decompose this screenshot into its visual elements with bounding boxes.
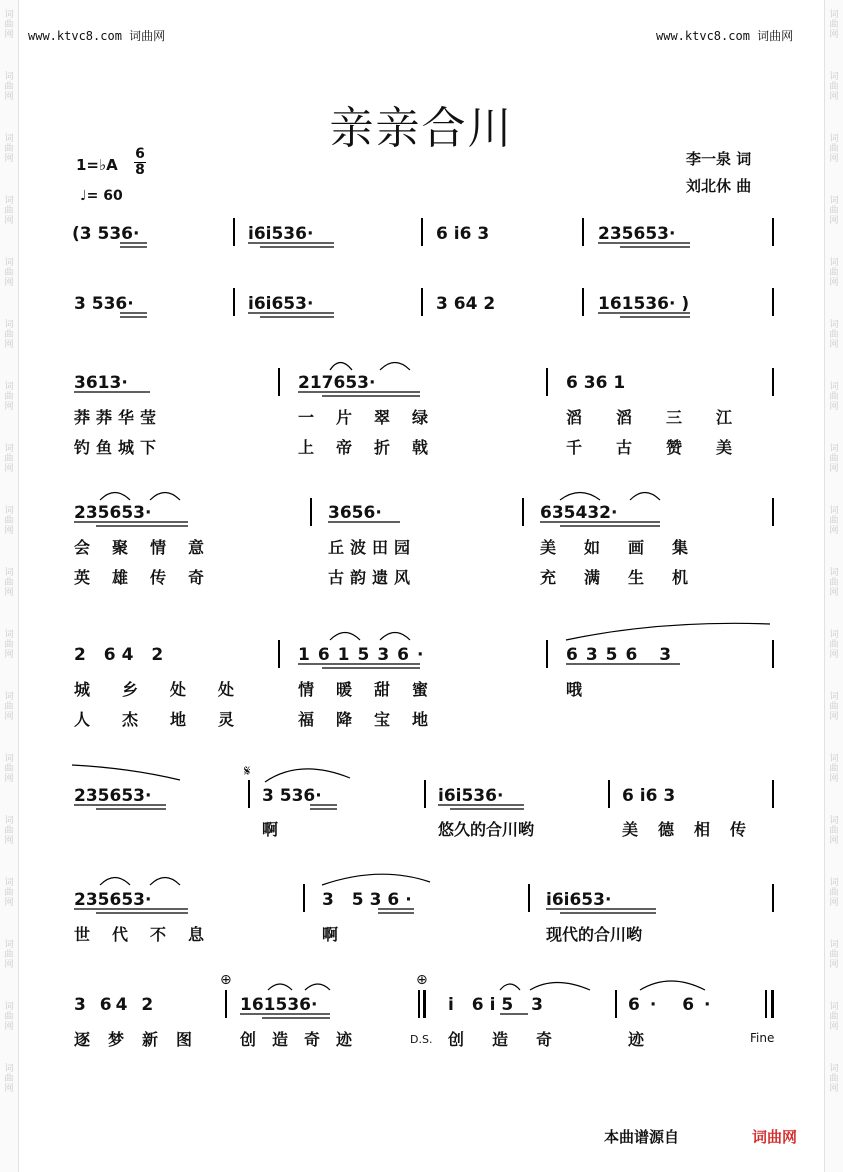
lyric: 美德相传 xyxy=(622,820,767,839)
measure: 235653· xyxy=(74,786,152,806)
watermark-text: 词 曲 网 xyxy=(4,382,14,412)
watermark-text: 词 曲 网 xyxy=(4,506,14,536)
measure: i 6i5 3 xyxy=(448,995,549,1015)
watermark-text: 词 曲 网 xyxy=(829,1002,839,1032)
ds-marking: D.S. xyxy=(410,1033,433,1046)
watermark-text: 词 曲 网 xyxy=(4,10,14,40)
measure: 6 36 1 xyxy=(566,373,626,393)
watermark-text: 词 曲 网 xyxy=(829,940,839,970)
watermark-text: 词 曲 网 xyxy=(4,816,14,846)
watermark-text: 词 曲 网 xyxy=(829,692,839,722)
watermark-text: 词 曲 网 xyxy=(829,382,839,412)
watermark-text: 词 曲 网 xyxy=(829,258,839,288)
measure: 217653· xyxy=(298,373,376,393)
lyric: 啊 xyxy=(262,820,279,839)
measure: i6i536· xyxy=(248,224,314,244)
footer-source-site: 词曲网 xyxy=(752,1128,798,1146)
measure: 3 536· xyxy=(74,294,134,314)
lyric: 情暖甜蜜 xyxy=(298,680,451,699)
watermark-text: 词 曲 网 xyxy=(829,816,839,846)
watermark-text: 词 曲 网 xyxy=(4,72,14,102)
watermark-text: 词 曲 网 xyxy=(4,258,14,288)
measure: 635432· xyxy=(540,503,618,523)
lyric: 千古赞美 xyxy=(566,438,767,457)
lyric: 逐梦新图 xyxy=(74,1030,211,1049)
measure: 6 i6 3 xyxy=(436,224,490,244)
time-numerator: 6 xyxy=(135,146,145,162)
watermark-text: 词 曲 网 xyxy=(4,630,14,660)
watermark-text: 词 曲 网 xyxy=(4,940,14,970)
fine-marking: Fine xyxy=(750,1031,775,1045)
lyric: 充满生机 xyxy=(540,568,717,587)
lyric: 古韵遗风 xyxy=(328,568,417,587)
measure: 235653· xyxy=(74,890,152,910)
lyric: 英雄传奇 xyxy=(74,568,227,587)
measure: 161536· xyxy=(240,995,318,1015)
tempo-value: = 60 xyxy=(86,188,123,204)
lyric: 上帝折戟 xyxy=(298,438,451,457)
watermark-text: 词 曲 网 xyxy=(4,692,14,722)
measure: 3 536· xyxy=(262,786,322,806)
time-denominator: 8 xyxy=(135,162,145,178)
measure: 6 i6 3 xyxy=(622,786,676,806)
measure: 3 64 2 xyxy=(74,995,158,1015)
watermark-text: 词 曲 网 xyxy=(4,320,14,350)
measure: 161536· xyxy=(298,645,432,665)
watermark-text: 词 曲 网 xyxy=(829,444,839,474)
watermark-text: 词 曲 网 xyxy=(829,196,839,226)
measure: i6i653· xyxy=(546,890,612,910)
measure: 3656· xyxy=(328,503,382,523)
segno-icon: 𝄋 xyxy=(244,762,251,780)
composer-credit: 刘北休 曲 xyxy=(686,177,752,195)
watermark-text: 词 曲 网 xyxy=(4,878,14,908)
footer-source-label: 本曲谱源自 xyxy=(604,1128,680,1146)
watermark-text: 词 曲 网 xyxy=(829,754,839,784)
measure: 6· 6· xyxy=(628,995,721,1015)
key-signature: 1=♭A xyxy=(76,156,118,174)
measure: i6i653· xyxy=(248,294,314,314)
watermark-text: 词 曲 网 xyxy=(829,878,839,908)
lyric: 世代不息 xyxy=(74,925,227,944)
lyric: 迹 xyxy=(628,1030,645,1049)
watermark-text: 词 曲 网 xyxy=(829,72,839,102)
watermark-text: 词 曲 网 xyxy=(4,568,14,598)
site-url-left: www.ktvc8.com 词曲网 xyxy=(28,29,166,43)
lyric: 现代的合川哟 xyxy=(546,925,643,944)
watermark-text: 词 曲 网 xyxy=(829,630,839,660)
lyric: 城乡处处 xyxy=(74,680,267,699)
measure: 3 64 2 xyxy=(436,294,496,314)
watermark-text: 词 曲 网 xyxy=(4,134,14,164)
measure: 2 64 2 xyxy=(74,645,170,665)
lyricist-credit: 李一泉 词 xyxy=(686,150,752,168)
quarter-note-icon: ♩ xyxy=(80,188,87,204)
watermark-text: 词 曲 网 xyxy=(829,506,839,536)
lyric: 创造奇 xyxy=(448,1030,581,1049)
watermark-text: 词 曲 网 xyxy=(4,1002,14,1032)
lyric: 哦 xyxy=(566,680,583,699)
lyric: 滔滔三江 xyxy=(566,408,767,427)
watermark-text: 词 曲 网 xyxy=(4,444,14,474)
measure: 3 536· xyxy=(322,890,418,910)
lyric: 福降宝地 xyxy=(298,710,451,729)
watermark-text: 词 曲 网 xyxy=(829,10,839,40)
lyric: 钓鱼城下 xyxy=(74,438,163,457)
measure: i6i536· xyxy=(438,786,504,806)
measure: (3 536· xyxy=(72,224,140,244)
lyric: 啊 xyxy=(322,925,339,944)
lyric: 丘波田园 xyxy=(328,538,417,557)
watermark-text: 词 曲 网 xyxy=(4,754,14,784)
lyric: 一片翠绿 xyxy=(298,408,451,427)
coda-icon: ⊕ xyxy=(416,972,428,988)
watermark-text: 词 曲 网 xyxy=(829,568,839,598)
coda-icon: ⊕ xyxy=(220,972,232,988)
site-url-right: www.ktvc8.com 词曲网 xyxy=(656,29,794,43)
watermark-text: 词 曲 网 xyxy=(4,196,14,226)
lyric: 美如画集 xyxy=(540,538,717,557)
lyric: 会聚情意 xyxy=(74,538,227,557)
song-title: 亲亲合川 xyxy=(329,103,514,154)
lyric: 人杰地灵 xyxy=(74,710,267,729)
watermark-text: 词 曲 网 xyxy=(829,1064,839,1094)
lyric: 莽莽华莹 xyxy=(74,408,163,427)
measure: 235653· xyxy=(598,224,676,244)
watermark-text: 词 曲 网 xyxy=(829,320,839,350)
measure: 235653· xyxy=(74,503,152,523)
measure: 3613· xyxy=(74,373,128,393)
lyric: 创造奇迹 xyxy=(240,1030,369,1049)
lyric: 悠久的合川哟 xyxy=(438,820,535,839)
watermark-text: 词 曲 网 xyxy=(4,1064,14,1094)
measure: 6356 3 xyxy=(566,645,680,665)
measure: 161536· ) xyxy=(598,294,690,314)
watermark-text: 词 曲 网 xyxy=(829,134,839,164)
